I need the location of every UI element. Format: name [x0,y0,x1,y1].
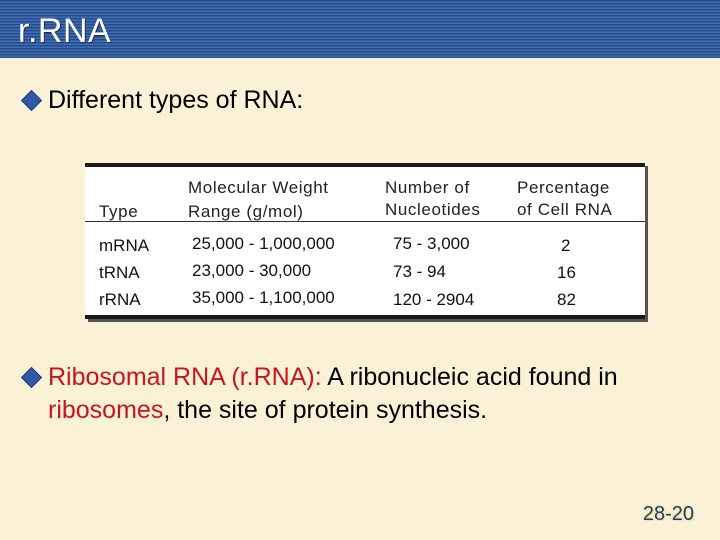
row-mw: 35,000 - 1,100,000 [192,288,335,307]
rna-table [85,163,645,319]
row-mw: 23,000 - 30,000 [192,261,312,280]
row-nuc: 73 - 94 [393,262,446,281]
ribosomes-highlight: ribosomes [48,396,164,424]
header-divider [85,221,645,222]
term-highlight: Ribosomal RNA (r.RNA): [48,363,322,391]
row-pct: 2 [561,236,571,255]
header-mw-2: Range (g/mol) [188,202,304,221]
definition-end: , the site of protein synthesis. [163,396,488,424]
header-type: Type [99,202,139,221]
header-nuc-2: Nucleotides [385,200,481,219]
slide-title: r.RNA [18,12,112,50]
header-nuc-1: Number of [385,178,470,197]
definition-text: A ribonucleic acid found in [321,363,618,391]
row-type: mRNA [99,236,150,255]
bullet-text-1: Different types of RNA: [48,86,304,114]
bullet-icon [21,90,42,111]
header-mw-1: Molecular Weight [188,178,329,197]
slide-number: 28-20 [642,503,694,525]
row-nuc: 75 - 3,000 [393,234,470,253]
row-type: tRNA [99,263,140,282]
row-nuc: 120 - 2904 [393,290,475,309]
title-bar [0,0,720,58]
header-pct-1: Percentage [517,178,610,197]
bullet-icon [21,367,42,388]
bullet-text-2 [48,361,708,427]
header-pct-2: of Cell RNA [517,200,613,219]
row-pct: 82 [557,290,576,309]
row-mw: 25,000 - 1,000,000 [192,234,335,253]
row-pct: 16 [557,263,576,282]
row-type: rRNA [99,290,141,309]
